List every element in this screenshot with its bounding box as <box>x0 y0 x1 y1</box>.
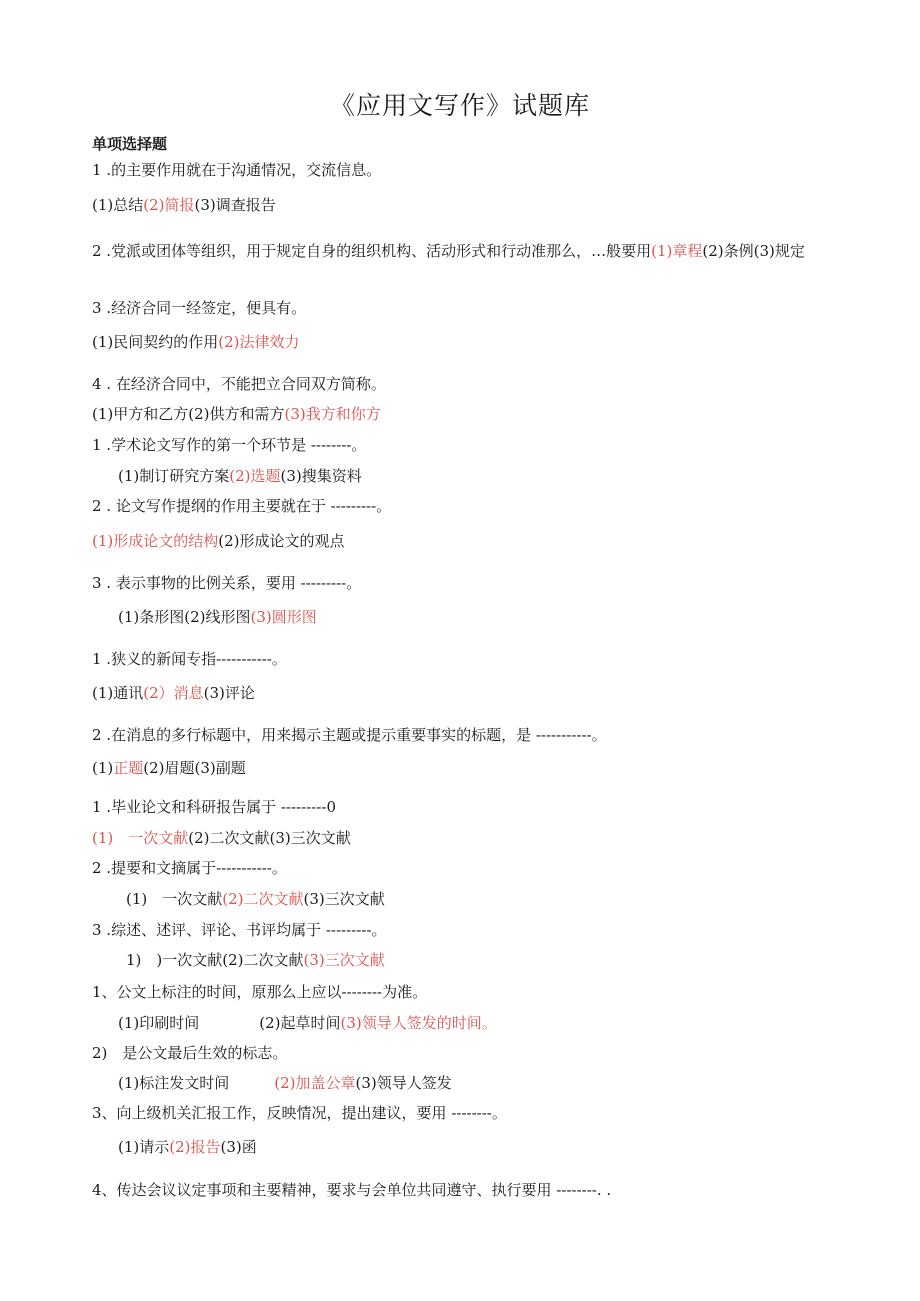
question-text: (1)条形图(2)线形图 <box>118 608 251 626</box>
question-line <box>92 1043 287 1063</box>
question-text: 2 .在消息的多行标题中，用来揭示主题或提示重要事实的标题，是 -----------。 <box>92 726 607 744</box>
question-line <box>92 531 345 551</box>
answer-highlight: 正题 <box>113 759 144 777</box>
question-text: (3)评论 <box>203 684 255 702</box>
question-text: (1)通讯 <box>92 684 144 702</box>
document-title: 《应用文写作》试题库 <box>329 91 590 120</box>
question-text: (1) <box>92 759 114 777</box>
question-line <box>126 950 385 970</box>
answer-highlight: (1)章程 <box>651 242 703 260</box>
question-text: (3)调查报告 <box>194 196 276 214</box>
question-text: (3)函 <box>220 1138 257 1156</box>
question-line <box>118 466 362 486</box>
question-line <box>92 649 287 669</box>
question-text: (2)眉题(3)副题 <box>143 759 246 777</box>
question-text: 1 .毕业论文和科研报告属于 ---------0 <box>92 798 337 816</box>
question-text: 4、传达会议议定事项和主要精神，要求与会单位共同遵守、执行要用 --------. . <box>92 1181 612 1199</box>
question-text: (1)请示 <box>118 1138 170 1156</box>
question-text: 1 .的主要作用就在于沟通情况，交流信息。 <box>92 161 382 179</box>
question-text: 2 .党派或团体等组织，用于规定自身的组织机构、活动形式和行动准那么，…般要用 <box>92 242 652 260</box>
question-text: 2 .提要和文摘属于-----------。 <box>92 859 287 877</box>
question-text: (1)印刷时间 (2)起草时间 <box>118 1014 341 1032</box>
answer-highlight: (1)形成论文的结构 <box>92 532 219 550</box>
question-line <box>92 195 276 215</box>
question-text: (3)搜集资料 <box>280 467 362 485</box>
question-text: (1)总结 <box>92 196 144 214</box>
question-line <box>92 982 427 1002</box>
question-line <box>92 496 391 516</box>
question-text: (1) 一次文献 <box>126 890 223 908</box>
answer-highlight: (3)我方和你方 <box>284 405 381 423</box>
question-line <box>126 889 385 909</box>
question-text: 4 . 在经济合同中，不能把立合同双方简称。 <box>92 375 386 393</box>
answer-highlight: (2)报告 <box>169 1138 221 1156</box>
question-text: (2)二次文献(3)三次文献 <box>188 829 351 847</box>
question-text: (1)民间契约的作用 <box>92 333 219 351</box>
answer-highlight: (2)加盖公章 <box>274 1074 356 1092</box>
question-text: 3 . 表示事物的比例关系，要用 ---------。 <box>92 574 362 592</box>
question-line <box>118 1137 257 1157</box>
question-text: (3)领导人签发 <box>355 1074 452 1092</box>
question-text: 1 .学术论文写作的第一个环节是 --------。 <box>92 436 367 454</box>
question-text: 3 .经济合同一经签定，便具有。 <box>92 299 307 317</box>
answer-highlight: (3)圆形图 <box>250 608 317 626</box>
question-line <box>92 332 300 352</box>
question-text: 2) 是公文最后生效的标志。 <box>92 1044 288 1062</box>
answer-highlight: (3)三次文献 <box>303 951 385 969</box>
question-line <box>92 828 351 848</box>
question-line <box>92 758 246 778</box>
question-line <box>92 237 822 265</box>
answer-highlight: (2)法律效力 <box>218 333 300 351</box>
answer-highlight: (2）消息 <box>143 684 204 702</box>
answer-highlight: (2)选题 <box>229 467 281 485</box>
question-text: (3)三次文献 <box>303 890 385 908</box>
question-text: (1)制订研究方案 <box>118 467 230 485</box>
section-heading: 单项选择题 <box>92 135 168 153</box>
question-line <box>92 298 306 318</box>
question-line <box>92 374 386 394</box>
question-text: (2)条例(3)规定 <box>702 242 805 260</box>
answer-highlight: (2)简报 <box>143 196 195 214</box>
question-text: 3、向上级机关汇报工作，反映情况，提出建议，要用 --------。 <box>92 1104 507 1122</box>
question-line <box>92 435 366 455</box>
question-text: (1)标注发文时间 <box>118 1074 275 1092</box>
question-text: (2)形成论文的观点 <box>218 532 345 550</box>
question-text: 2 . 论文写作提纲的作用主要就在于 ---------。 <box>92 497 392 515</box>
question-line <box>92 920 386 940</box>
question-line <box>118 1073 452 1093</box>
question-line <box>118 1013 497 1033</box>
question-line <box>92 1180 611 1200</box>
answer-highlight: (2)二次文献 <box>222 890 304 908</box>
question-text: (1)甲方和乙方(2)供方和需方 <box>92 405 285 423</box>
question-line <box>92 160 381 180</box>
question-line <box>118 607 317 627</box>
question-line <box>92 797 336 817</box>
question-line <box>92 683 255 703</box>
question-line <box>92 404 381 424</box>
question-line <box>92 858 287 878</box>
question-text: 3 .综述、述评、评论、书评均属于 ---------。 <box>92 921 387 939</box>
answer-highlight: (3)领导人签发的时间。 <box>340 1014 497 1032</box>
question-text: 1) )一次文献(2)二次文献 <box>126 951 304 969</box>
question-line <box>92 725 607 745</box>
question-text: 1 .狭义的新闻专指-----------。 <box>92 650 287 668</box>
question-text: 1、公文上标注的时间，原那么上应以--------为准。 <box>92 983 428 1001</box>
question-line <box>92 573 361 593</box>
question-line <box>92 1103 507 1123</box>
answer-highlight: (1) 一次文献 <box>92 829 189 847</box>
